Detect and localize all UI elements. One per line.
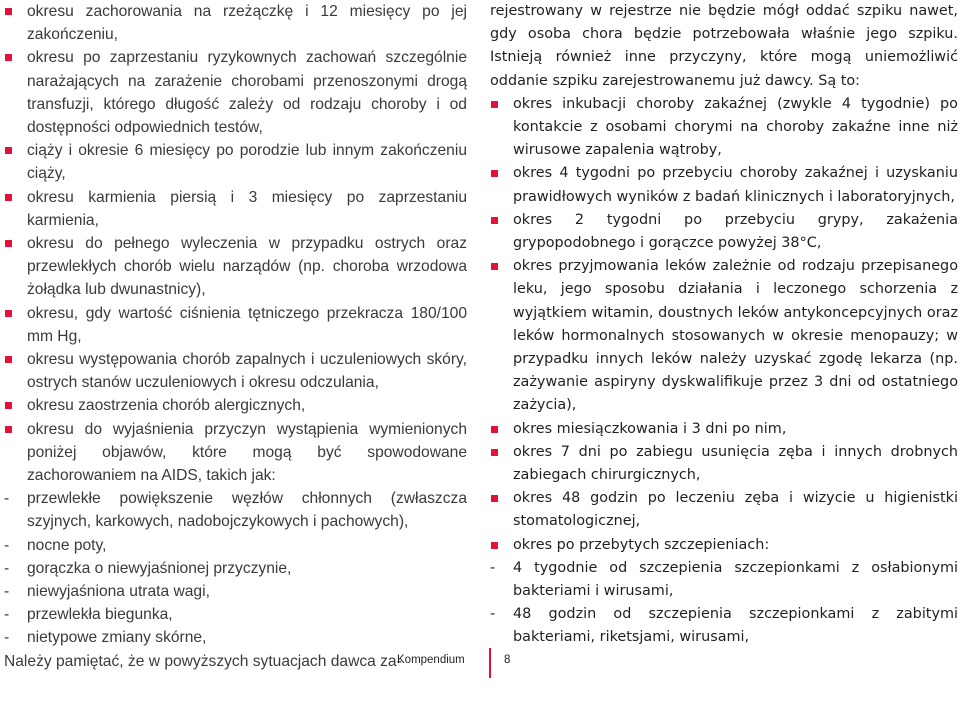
list-item: okresu po zaprzestaniu ryzykownych zachowań szczególnie narażających na zarażenie chorobami przenoszonymi drogą transfuzji, którego długość zależy od rodzaju choroby i od dostępności odpowiednich testów, [4,46,467,139]
dash-marker: - [490,606,496,623]
left-list [4,0,467,650]
dash-item [490,557,958,603]
dash-item [4,534,467,557]
list-item: okres 4 tygodni po przebyciu choroby zakaźnej i uzyskaniu prawidłowych wyników z badań klinicznych i laboratoryjnych, [490,162,958,208]
list-item: okres 48 godzin po leczeniu zęba i wizycie u higienistki stomatologicznej, [490,487,958,533]
list-item: okresu do wyjaśnienia przyczyn wystąpienia wymienionych poniżej objawów, które mogą być spowodowane zachorowaniem na AIDS, takich jak: [4,418,467,488]
list-item: okresu występowania chorób zapalnych i uczuleniowych skóry, ostrych stanów uczuleniowych i okresu odczulania, [4,348,467,394]
footer-divider [489,648,491,678]
right-list [490,93,958,650]
footer-title: Kompendium [397,654,465,666]
dash-item-text: przewlekła biegunka, [27,606,173,624]
dash-item [4,487,467,533]
list-item: okres przyjmowania leków zależnie od rodzaju przepisanego leku, jego sposobu działania i leczonego schorzenia z wyjątkiem witamin, doustnych leków antykoncepcyjnych oraz leków hormonalnych stosowanych w okresie menopauzy; w przypadku innych leków należy uzyskać zgodę lekarza (np. zażywanie aspiryny dyskwalifikuje przez 3 dni od ostatniego zażycia), [490,255,958,417]
dash-marker: - [4,583,10,601]
intro-paragraph: rejestrowany w rejestrze nie będzie mógł oddać szpiku nawet, gdy osoba chora będzie potrzebowała właśnie jego szpiku. Istnieją również inne przyczyny, które mogą uniemożliwić oddanie szpiku zarejestrowanemu już dawcy. Są to: [490,3,958,89]
page-number: 8 [504,654,511,666]
right-column [490,0,958,650]
dash-item-text: niewyjaśniona utrata wagi, [27,583,210,601]
list-item: okresu zaostrzenia chorób alergicznych, [4,394,467,417]
list-item: okres 2 tygodni po przebyciu grypy, zakażenia grypopodobnego i gorączce powyżej 38°C, [490,209,958,255]
dash-item-text: nietypowe zmiany skórne, [27,629,207,647]
list-item: ciąży i okresie 6 miesięcy po porodzie lub innym zakończeniu ciąży, [4,139,467,185]
dash-item-text: nocne poty, [27,536,107,554]
list-item: okres miesiączkowania i 3 dni po nim, [490,418,958,441]
dash-marker: - [4,559,10,577]
dash-marker: - [4,606,10,624]
dash-marker: - [4,490,10,508]
list-item: okres po przebytych szczepieniach: [490,534,958,557]
dash-item-text: przewlekłe powiększenie węzłów chłonnych (zwłaszcza szyjnych, karkowych, nadobojczykowych i pachowych), [27,490,467,531]
dash-item [4,603,467,626]
list-item: okres inkubacji choroby zakaźnej (zwykle 4 tygodnie) po kontakcie z osobami chorymi na choroby zakaźne inne niż wirusowe zapalenia wątroby, [490,93,958,163]
list-item: okresu, gdy wartość ciśnienia tętniczego przekracza 180/100 mm Hg, [4,302,467,348]
closing-paragraph: Należy pamiętać, że w powyższych sytuacjach dawca za- [4,652,402,670]
list-item: okres 7 dni po zabiegu usunięcia zęba i innych drobnych zabiegach chirurgicznych, [490,441,958,487]
dash-item-text: 4 tygodnie od szczepienia szczepionkami z osłabionymi bakteriami i wirusami, [513,559,958,600]
dash-item [490,603,958,649]
dash-marker: - [490,559,496,576]
dash-item-text: gorączka o niewyjaśnionej przyczynie, [27,559,292,577]
dash-item [4,557,467,580]
dash-item [4,626,467,649]
dash-item [4,580,467,603]
list-item: okresu do pełnego wyleczenia w przypadku ostrych oraz przewlekłych chorób wielu narządów (np. choroba wrzodowa żołądka lub dwunastnicy), [4,232,467,302]
left-column [4,0,467,673]
dash-marker: - [4,536,10,554]
dash-item-text: 48 godzin od szczepienia szczepionkami z zabitymi bakteriami, riketsjami, wirusami, [513,606,958,646]
list-item: okresu zachorowania na rzeżączkę i 12 miesięcy po jej zakończeniu, [4,0,467,46]
list-item: okresu karmienia piersią i 3 miesięcy po zaprzestaniu karmienia, [4,186,467,232]
dash-marker: - [4,629,10,647]
